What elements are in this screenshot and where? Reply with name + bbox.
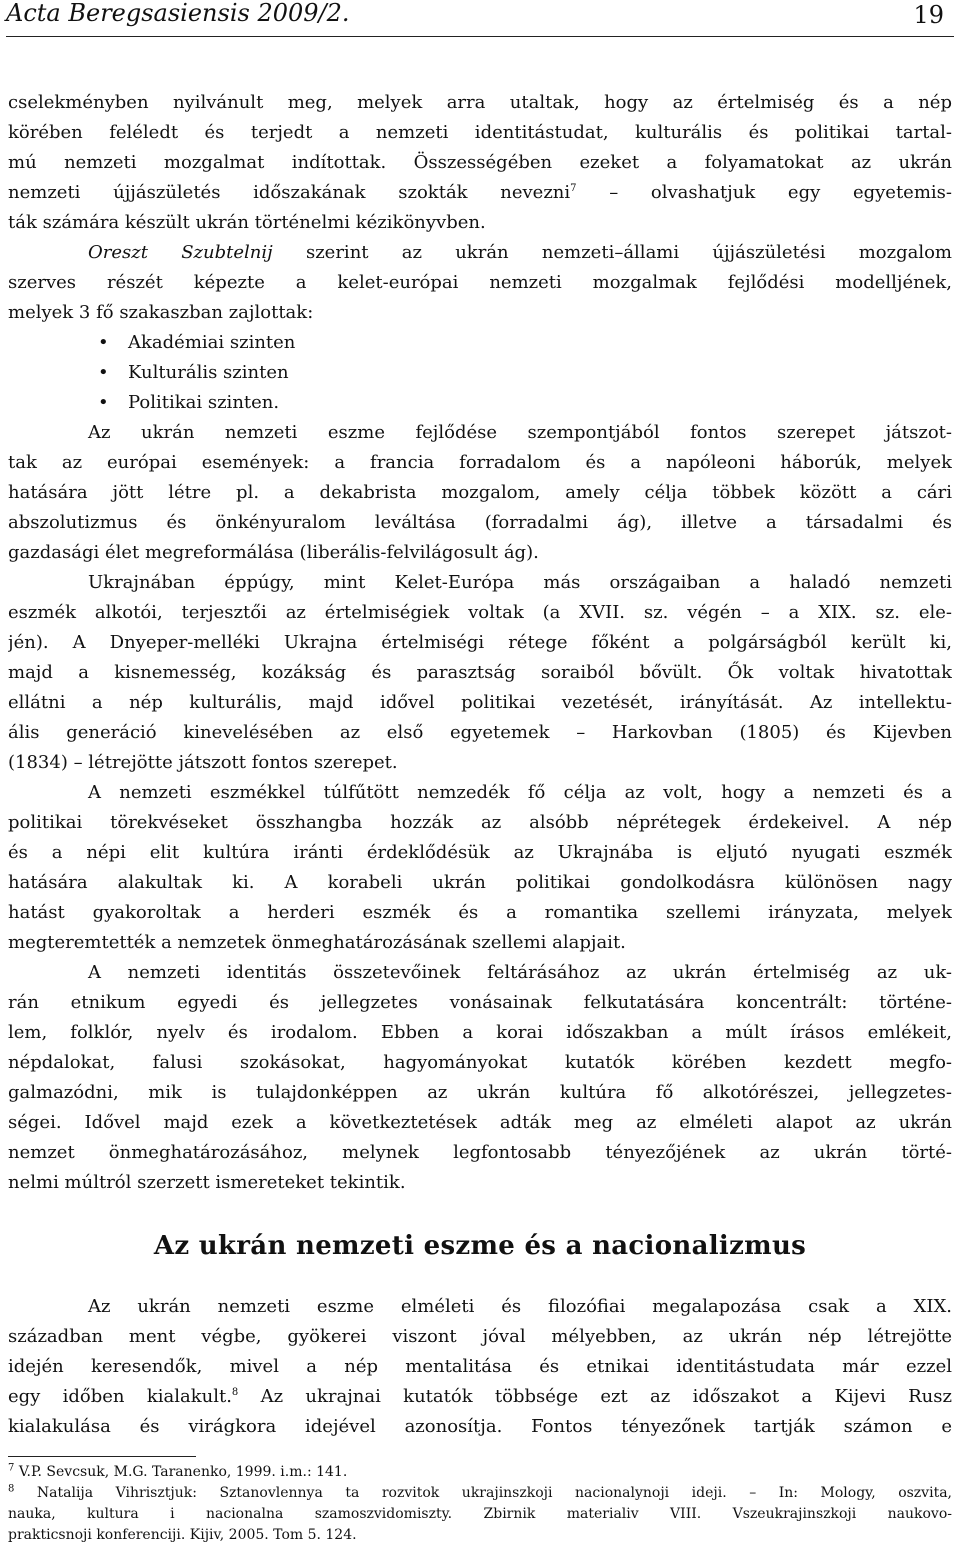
text-line: idején keresendők, mivel a nép mentalitása és etnikai identitástudata már ezzel — [8, 1356, 952, 1377]
footnote-text: V.P. Sevcsuk, M.G. Taranenko, 1999. i.m.: 141. — [14, 1464, 348, 1480]
section-body — [8, 1292, 952, 1442]
text-line: (1834) – létrejötte játszott fontos szerepet. — [8, 752, 398, 773]
text-line: jén). A Dnyeper-melléki Ukrajna értelmiségi rétege főként a polgárságból került ki, — [8, 632, 952, 653]
page-number: 19 — [913, 1, 944, 29]
text-line: tak az európai események: a francia forradalom és a napóleoni háborúk, melyek — [8, 452, 952, 473]
text-line: ták számára készült ukrán történelmi kézikönyvben. — [8, 212, 486, 233]
footnotes — [8, 1462, 952, 1546]
text-line: megteremtették a nemzetek önmeghatározásának szellemi alapjait. — [8, 932, 626, 953]
paragraph-4 — [8, 568, 952, 778]
author-name: Oreszt Szubtelnij — [88, 242, 273, 263]
text-line: politikai törekvéseket összhangba hozzák az alsóbb néprétegek érdekeivel. A nép — [8, 812, 952, 833]
text-line: lem, folklór, nyelv és irodalom. Ebben a korai időszakban a múlt írásos emlékeit, — [8, 1022, 952, 1043]
text-line — [8, 178, 952, 208]
text-line: Ukrajnában éppúgy, mint Kelet-Európa más országaiban a haladó nemzeti — [88, 572, 952, 593]
text-line: cselekményben nyilvánult meg, melyek arra utaltak, hogy az értelmiség és a nép — [8, 92, 952, 113]
footnote-7 — [8, 1462, 952, 1483]
paragraph-5 — [8, 778, 952, 958]
text-line: kialakulása és virágkora idejével azonosítja. Fontos tényezőnek tartják számon e — [8, 1416, 952, 1437]
paragraph-3 — [8, 418, 952, 568]
header-rule — [6, 36, 954, 37]
paragraph-6 — [8, 958, 952, 1198]
text-line: abszolutizmus és önkényuralom leváltása (forradalmi ág), illetve a társadalmi és — [8, 512, 952, 533]
bullet-list — [8, 328, 952, 418]
text-line: hatására alakultak ki. A korabeli ukrán politikai gondolkodásra különösen nagy — [8, 872, 952, 893]
text-line: melyek 3 fő szakaszban zajlottak: — [8, 302, 314, 323]
journal-title: Acta Beregsasiensis 2009/2. — [6, 0, 350, 27]
text-line: körében feléledt és terjedt a nemzeti identitástudat, kulturális és politikai tartal- — [8, 122, 952, 143]
running-head — [6, 0, 954, 40]
text-line: galmazódni, mik is tulajdonképpen az ukrán kultúra fő alkotórészei, jellegzetes- — [8, 1082, 952, 1103]
body-text — [8, 88, 952, 1198]
text-line: nelmi múltról szerzett ismereteket tekintik. — [8, 1172, 406, 1193]
list-item: • Kulturális szinten — [8, 358, 952, 388]
text-line: rán etnikum egyedi és jellegzetes vonásainak felkutatására koncentrált: történe- — [8, 992, 952, 1013]
text-fragment: egy időben kialakult. — [8, 1386, 232, 1407]
text-line: hatást gyakoroltak a herderi eszmék és a romantika szellemi irányzata, melyek — [8, 902, 952, 923]
footnote-text-line: prakticsnoji konferenciji. Kijiv, 2005. Tom 5. 124. — [8, 1527, 357, 1543]
text-line: ális generáció kinevelésében az első egyetemek – Harkovban (1805) és Kijevben — [8, 722, 952, 743]
paragraph-1 — [8, 88, 952, 238]
text-line: gazdasági élet megreformálása (liberális-felvilágosult ág). — [8, 542, 539, 563]
text-line: Az ukrán nemzeti eszme elméleti és filozófiai megalapozása csak a XIX. — [88, 1296, 952, 1317]
text-fragment: nemzeti újjászületés időszakának szokták nevezni — [8, 182, 571, 203]
text-line: majd a kisnemesség, kozákság és parasztság soraiból bővült. Ők voltak hivatottak — [8, 662, 952, 683]
text-line — [8, 1382, 952, 1412]
list-item: • Politikai szinten. — [8, 388, 952, 418]
text-fragment: – olvashatjuk egy egyetemis- — [576, 182, 952, 203]
text-line: Az ukrán nemzeti eszme fejlődése szempontjából fontos szerepet játszot- — [88, 422, 952, 443]
text-fragment: szerint az ukrán nemzeti–állami újjászületési mozgalom — [272, 242, 952, 263]
footnote-8 — [8, 1483, 952, 1504]
text-line: mú nemzeti mozgalmat indítottak. Összességében ezeket a folyamatokat az ukrán — [8, 152, 952, 173]
text-line: szerves részét képezte a kelet-európai nemzeti mozgalmak fejlődési modelljének, — [8, 272, 952, 293]
text-line: ségei. Idővel majd ezek a következtetések adták meg az elméleti alapot az ukrán — [8, 1112, 952, 1133]
text-line: nemzet önmeghatározásához, melynek legfontosabb tényezőjének az ukrán törté- — [8, 1142, 952, 1163]
paragraph-2 — [8, 238, 952, 418]
text-line: és a népi elit kultúra iránti érdeklődésük az Ukrajnába is eljutó nyugati eszmék — [8, 842, 952, 863]
footnote-text: Natalija Vihrisztjuk: Sztanovlennya ta rozvitok ukrajinszkoji nacionalynoji ideji. – In: Mology, oszvita, — [14, 1485, 952, 1501]
footnote-number: 8 — [8, 1483, 15, 1495]
text-line: ellátni a nép kulturális, majd idővel politikai vezetését, irányítását. Az intellektu- — [8, 692, 952, 713]
list-item: • Akadémiai szinten — [8, 328, 952, 358]
text-line: hatására jött létre pl. a dekabrista mozgalom, amely célja többek között a cári — [8, 482, 952, 503]
section-heading: Az ukrán nemzeti eszme és a nacionalizmus — [153, 1231, 807, 1261]
text-line — [8, 238, 952, 268]
text-line: A nemzeti eszmékkel túlfűtött nemzedék fő célja az volt, hogy a nemzeti és a — [88, 782, 952, 803]
text-line: A nemzeti identitás összetevőinek feltárásához az ukrán értelmiség az uk- — [88, 962, 952, 983]
footnote-ref-7[interactable]: 7 — [570, 183, 577, 194]
text-line: században ment végbe, gyökerei viszont jóval mélyebben, az ukrán nép létrejötte — [8, 1326, 952, 1347]
text-fragment: Az ukrajnai kutatók többsége ezt az időszakot a Kijevi Rusz — [238, 1386, 952, 1407]
footnote-number: 7 — [8, 1462, 15, 1474]
footnote-text-line: nauka, kultura i nacionalna szamoszvidomiszty. Zbirnik materialiv VIII. Vszeukrajinszkoji naukovo- — [8, 1506, 952, 1522]
text-line: népdalokat, falusi szokásokat, hagyományokat kutatók körében kezdett megfo- — [8, 1052, 952, 1073]
text-line: eszmék alkotói, terjesztői az értelmiségiek voltak (a XVII. sz. végén – a XIX. sz. ele- — [8, 602, 952, 623]
footnote-rule — [8, 1456, 196, 1457]
footnote-ref-8[interactable]: 8 — [231, 1387, 239, 1398]
